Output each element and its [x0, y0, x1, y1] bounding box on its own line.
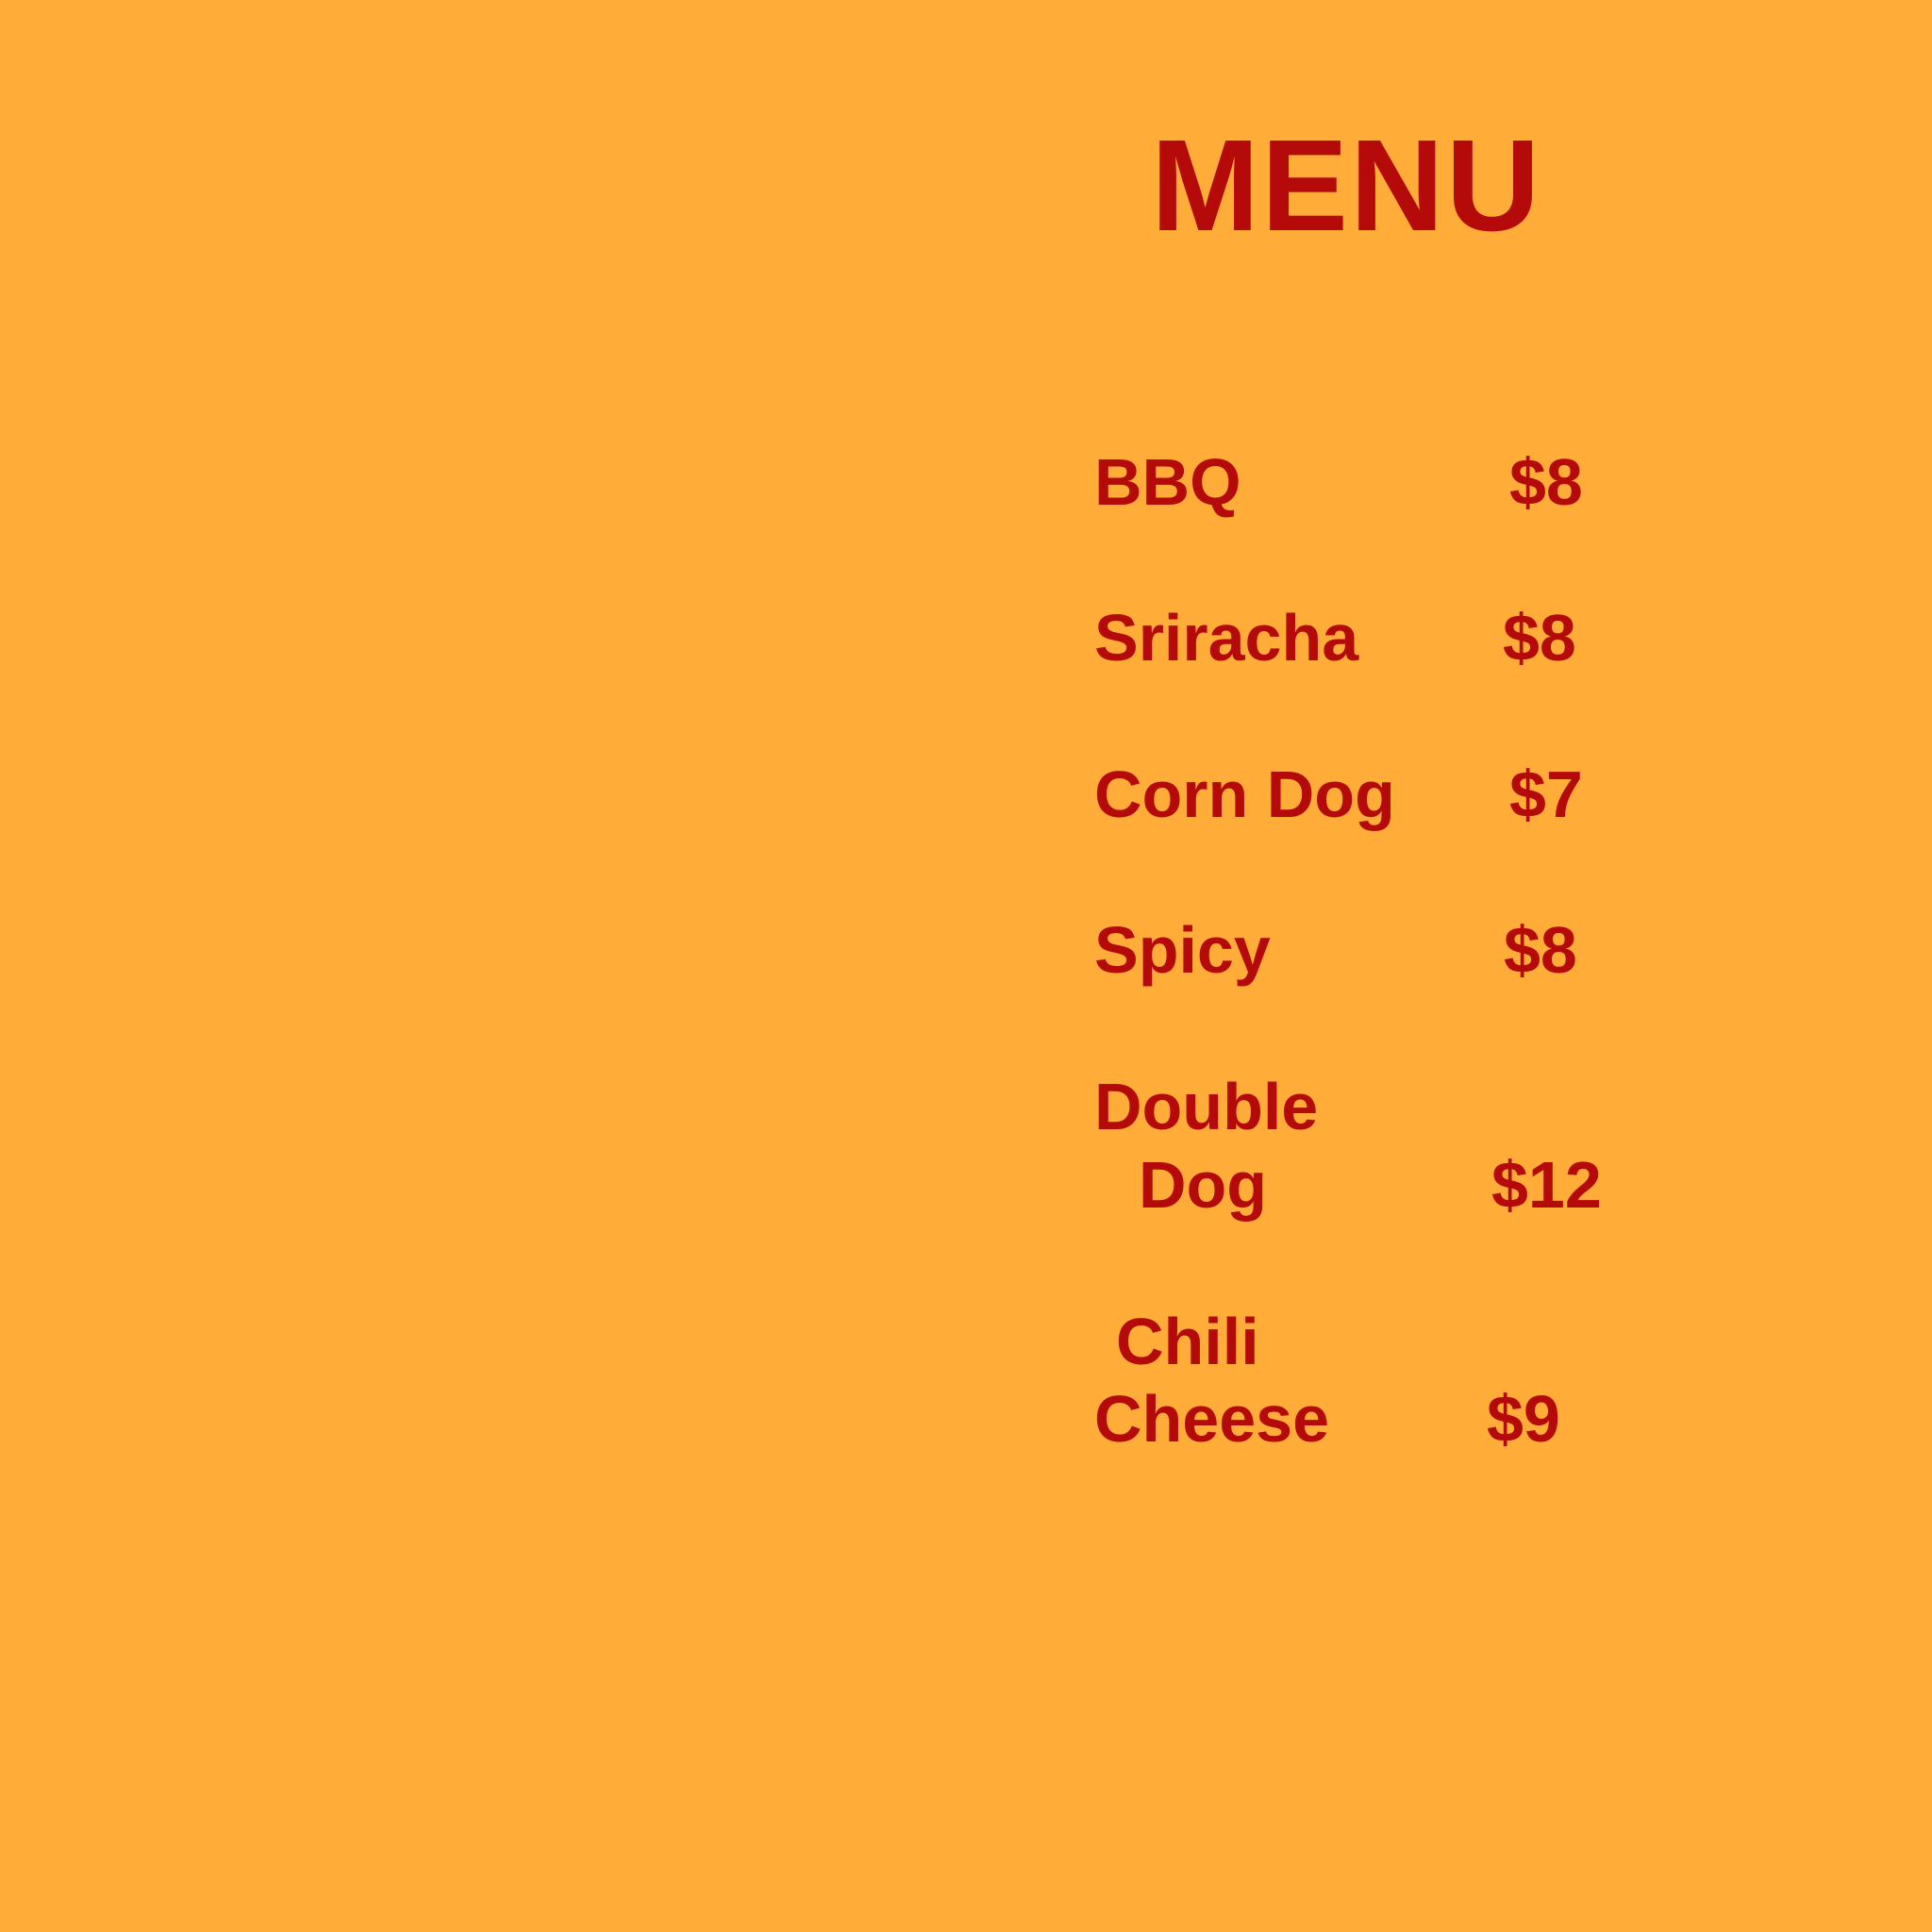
menu-item-name: BBQ: [1094, 445, 1241, 519]
menu-item-price: $7: [1509, 758, 1583, 831]
menu-item-name: Sriracha: [1094, 601, 1359, 675]
menu-item-price: $12: [1491, 1148, 1602, 1222]
menu-item-name: Spicy: [1094, 913, 1271, 987]
menu-item-price: $9: [1487, 1382, 1560, 1456]
menu-title: MENU: [1151, 113, 1542, 258]
menu-item-name: Corn Dog: [1094, 758, 1395, 831]
menu-item-price: $8: [1503, 601, 1576, 675]
menu-item-price: $8: [1509, 445, 1583, 519]
menu-item-name-line-1: Double: [1094, 1070, 1319, 1143]
menu-item-name-line-2: Cheese: [1094, 1382, 1330, 1456]
menu-item-name-line-2: Dog: [1139, 1148, 1268, 1222]
menu-item-name-line-1: Chili: [1116, 1305, 1259, 1378]
menu-item-price: $8: [1504, 913, 1577, 987]
